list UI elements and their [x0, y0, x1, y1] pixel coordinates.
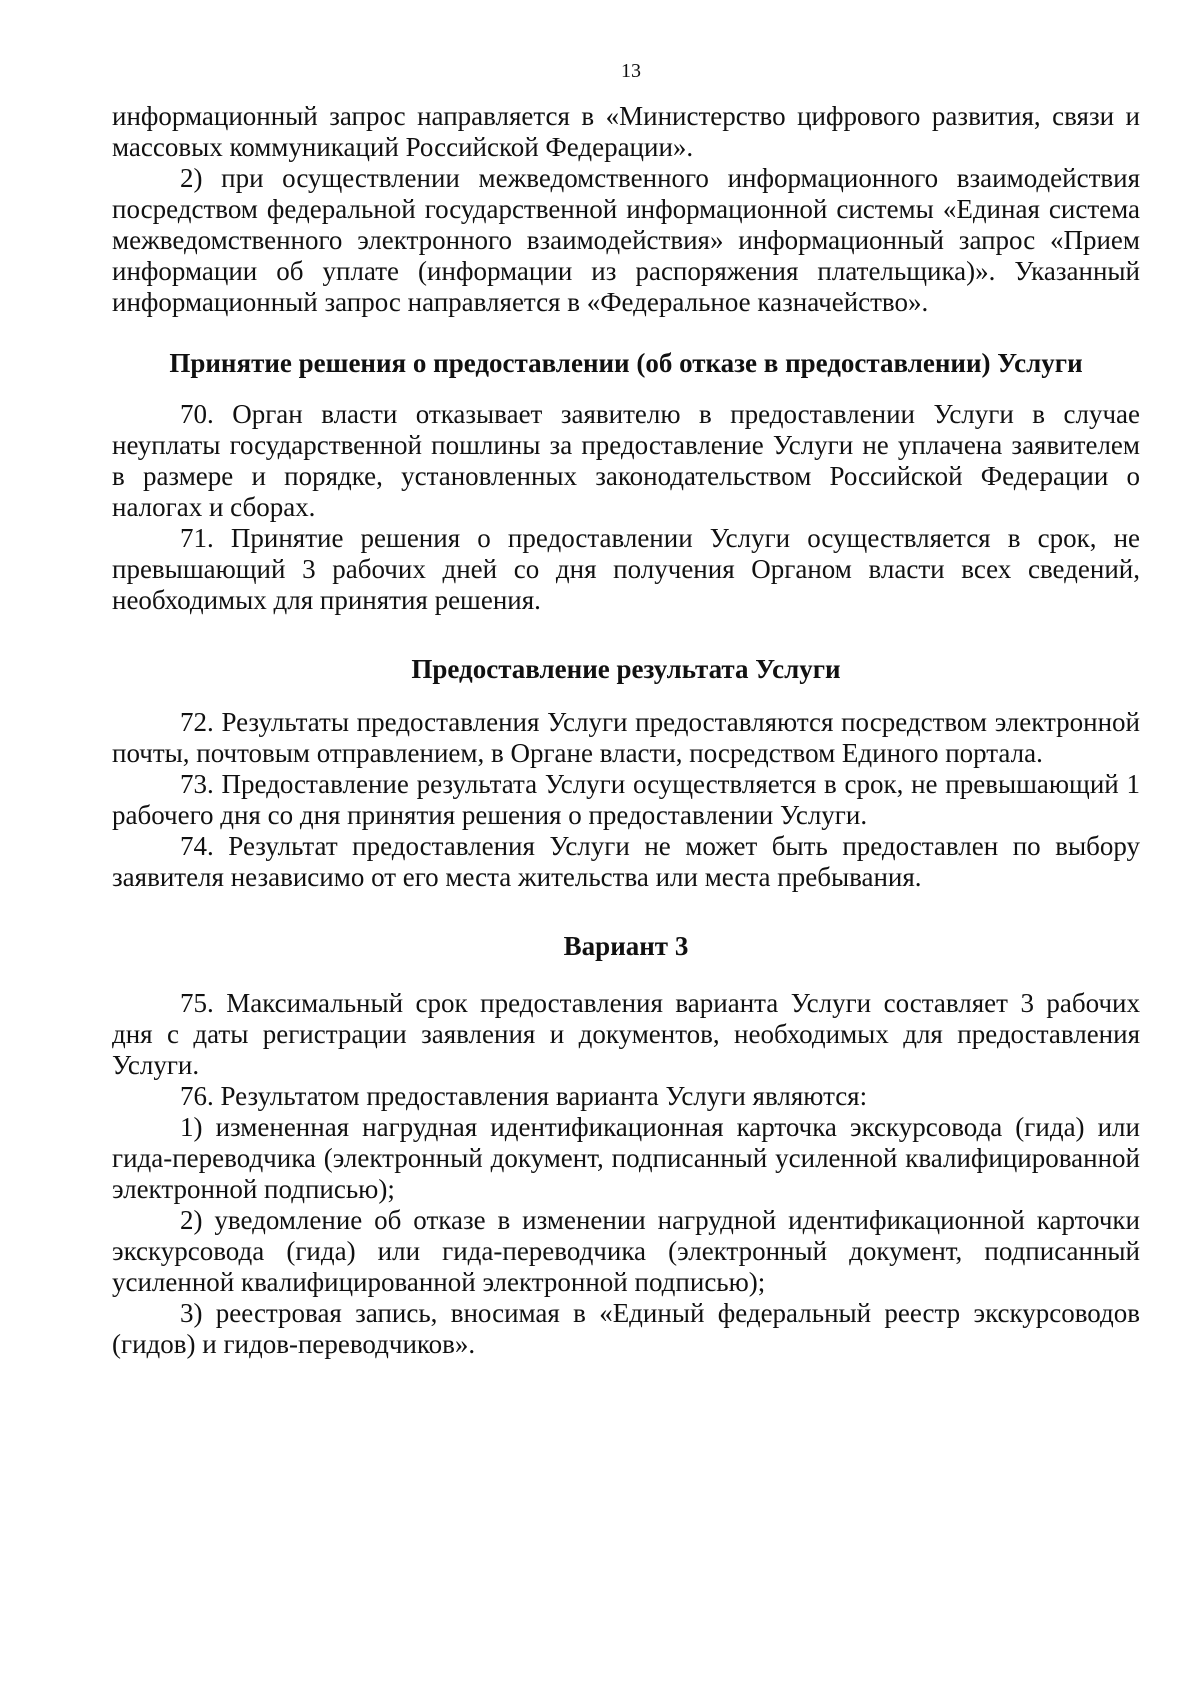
paragraph-73: 73. Предоставление результата Услуги осуществляется в срок, не превышающий 1 рабочего дня со дня принятия решения о предоставлении Услуги. — [112, 769, 1140, 830]
paragraph-76-item-3: 3) реестровая запись, вносимая в «Единый федеральный реестр экскурсоводов (гидов) и гидов-переводчиков». — [112, 1298, 1140, 1359]
paragraph-intro-item-2: 2) при осуществлении межведомственного информационного взаимодействия посредством федеральной государственной информационной системы «Единая система межведомственного электронного взаимодействия» информационный запрос «Прием информации об уплате (информации из распоряжения плательщика)». Указанный информационный запрос направляется в «Федеральное казначейство». — [112, 163, 1140, 317]
heading-variant-3: Вариант 3 — [563, 931, 689, 961]
paragraph-72: 72. Результаты предоставления Услуги предоставляются посредством электронной почты, почтовым отправлением, в Органе власти, посредством Единого портала. — [112, 707, 1140, 768]
paragraph-70: 70. Орган власти отказывает заявителю в предоставлении Услуги в случае неуплаты государственной пошлины за предоставление Услуги не уплачена заявителем в размере и порядке, установленных законодательством Российской Федерации о налогах и сборах. — [112, 399, 1140, 522]
paragraph-76-item-2: 2) уведомление об отказе в изменении нагрудной идентификационной карточки экскурсовода (гида) или гида-переводчика (электронный документ, подписанный усиленной квалифицированной электронной подписью); — [112, 1205, 1140, 1297]
paragraph-intro-continuation: информационный запрос направляется в «Министерство цифрового развития, связи и массовых коммуникаций Российской Федерации». — [112, 101, 1140, 162]
paragraph-76-item-1: 1) измененная нагрудная идентификационная карточка экскурсовода (гида) или гида-переводчика (электронный документ, подписанный усиленной квалифицированной электронной подписью); — [112, 1112, 1140, 1204]
paragraph-71: 71. Принятие решения о предоставлении Услуги осуществляется в срок, не превышающий 3 рабочих дней со дня получения Органом власти всех сведений, необходимых для принятия решения. — [112, 523, 1140, 615]
page-number: 13 — [621, 60, 641, 82]
paragraph-76: 76. Результатом предоставления варианта Услуги являются: — [180, 1081, 868, 1111]
paragraph-75: 75. Максимальный срок предоставления варианта Услуги составляет 3 рабочих дня с даты регистрации заявления и документов, необходимых для предоставления Услуги. — [112, 988, 1140, 1080]
paragraph-74: 74. Результат предоставления Услуги не может быть предоставлен по выбору заявителя независимо от его места жительства или места пребывания. — [112, 831, 1140, 892]
heading-result: Предоставление результата Услуги — [411, 654, 841, 684]
heading-decision: Принятие решения о предоставлении (об отказе в предоставлении) Услуги — [169, 348, 1083, 378]
